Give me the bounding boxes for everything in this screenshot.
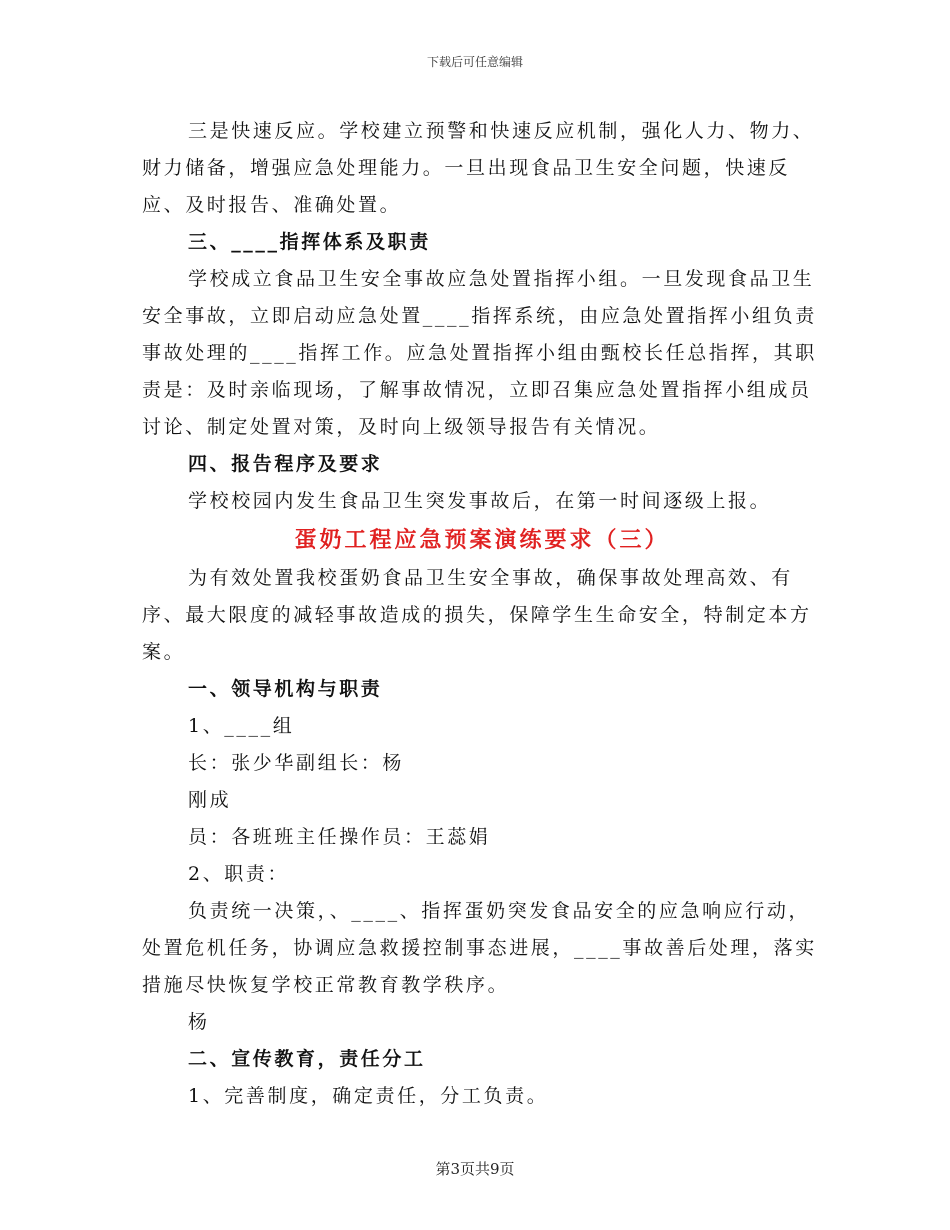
paragraph-purpose: 为有效处置我校蛋奶食品卫生安全事故，确保事故处理高效、有序、最大限度的减轻事故造成的损失，保障学生生命安全，特制定本方案。 bbox=[142, 567, 812, 663]
page-footer: 第3页共9页 bbox=[435, 1160, 515, 1178]
paragraph-reporting: 学校校园内发生食品卫生突发事故后，在第一时间逐级上报。 bbox=[188, 490, 772, 512]
list-line-leader: 长：张少华副组长：杨 bbox=[188, 752, 405, 774]
list-line-system: 1、完善制度，确定责任，分工负责。 bbox=[188, 1085, 549, 1107]
document-title: 蛋奶工程应急预案演练要求（三） bbox=[294, 527, 670, 553]
section-heading-education: 二、宣传教育，责任分工 bbox=[188, 1048, 426, 1070]
section-heading-leadership: 一、领导机构与职责 bbox=[188, 678, 383, 700]
paragraph-quick-response: 三是快速反应。学校建立预警和快速反应机制，强化人力、物力、财力储备，增强应急处理能力。一旦出现食品卫生安全问题，快速反应、及时报告、准确处置。 bbox=[142, 120, 815, 216]
list-line-members: 员：各班班主任操作员：王蕊娟 bbox=[188, 826, 491, 848]
paragraph-command-group: 学校成立食品卫生安全事故应急处置指挥小组。一旦发现食品卫生安全事故，立即启动应急处置____指挥系统，由应急处置指挥小组负责事故处理的____指挥工作。应急处置指挥小组由甄校长任总指挥，其职责是：及时亲临现场，了解事故情况，立即召集应急处置指挥小组成员讨论、制定处置对策，及时向上级领导报告有关情况。 bbox=[142, 268, 817, 438]
paragraph-duties: 负责统一决策，、____、指挥蛋奶突发食品安全的应急响应行动，处置危机任务，协调应急救援控制事态进展，____事故善后处理，落实措施尽快恢复学校正常教育教学秩序。 bbox=[142, 900, 817, 996]
section-heading-command-system: 三、____指挥体系及职责 bbox=[188, 231, 431, 253]
page-header: 下载后可任意编辑 bbox=[426, 55, 523, 69]
list-line-name: 杨 bbox=[188, 1011, 210, 1033]
list-line-member-name: 刚成 bbox=[188, 789, 232, 811]
section-heading-reporting: 四、报告程序及要求 bbox=[188, 453, 383, 475]
list-line-group: 1、____组 bbox=[188, 715, 295, 737]
document-body bbox=[142, 113, 822, 1115]
list-line-duties: 2、职责： bbox=[188, 863, 290, 885]
